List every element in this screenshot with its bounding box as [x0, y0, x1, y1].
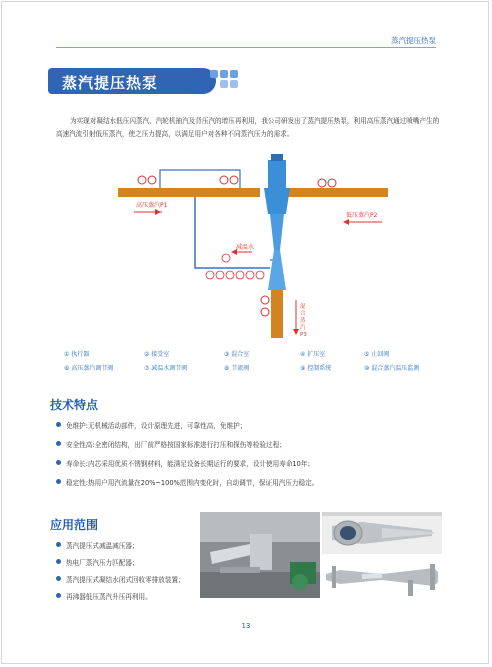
legend-row-1: [64, 349, 424, 363]
mixed-steam-pipe: [271, 290, 283, 338]
legend-item: ③ 混合室: [224, 351, 250, 358]
gauge: [261, 308, 269, 316]
process-diagram: [100, 150, 400, 340]
marker: [226, 271, 234, 279]
apps-item: 蒸汽提压式减温减压器；: [56, 540, 185, 550]
gauge: [230, 176, 238, 184]
legend-item: ② 接受室: [144, 351, 170, 358]
marker: [236, 271, 244, 279]
heat-pump-photo: [322, 556, 442, 600]
desuperheat-label: 减温水: [236, 244, 255, 251]
high-pressure-pipe: [118, 188, 260, 197]
tech-item: 稳定性:热用户用汽流量在20%~100%范围内变化时，自动调节，保证用汽压力稳定。: [56, 477, 318, 487]
tech-item: 安全性高:全密闭结构，出厂前严格按国家标准进行打压和探伤等检验过程；: [56, 439, 318, 449]
actuator-cap: [271, 154, 283, 161]
gauge: [148, 176, 156, 184]
page-title: 蒸汽提压热泵: [62, 74, 159, 92]
legend-item: ⑩ 混合蒸汽温压监测: [364, 365, 420, 372]
marker: [256, 271, 264, 279]
marker: [246, 271, 254, 279]
legend-item: ⑦ 减温水调节阀: [144, 365, 188, 372]
mixed-label-1: 混: [300, 304, 306, 310]
gauge: [138, 176, 146, 184]
mixed-label-5: P3: [300, 332, 307, 338]
mixed-label-2: 合: [300, 311, 306, 317]
marker: [206, 271, 214, 279]
apps-item: 再沸器低压蒸汽升压再利用。: [56, 591, 185, 601]
receiving-chamber: [264, 188, 290, 214]
legend-item: ⑧ 节流阀: [224, 365, 250, 372]
gauge: [220, 176, 228, 184]
apps-heading: 应用范围: [50, 518, 99, 532]
diffuser: [268, 250, 286, 290]
running-header: 蒸汽提压热泵: [391, 36, 436, 45]
mixed-label-4: 汽: [300, 325, 306, 331]
nozzle-photo: [322, 512, 442, 554]
marker: [216, 271, 224, 279]
gauge: [318, 179, 326, 187]
gauge: [328, 179, 336, 187]
tech-item: 寿命长:内芯采用优质不锈钢材料，能满足设备长期运行的要求，设计使用寿命10年；: [56, 458, 318, 468]
marker: [222, 254, 230, 262]
mixing-chamber: [270, 214, 284, 250]
intro-paragraph: 为实现对凝结水低压闪蒸汽、汽轮机抽汽及背压汽的增压再利用，我公司研发出了蒸汽提压热泵，利用高压蒸汽通过喷嘴产生的高速汽流引射低压蒸汽，使之压力提高，以满足用户对各种不同蒸汽压力的需求。: [56, 117, 440, 138]
tech-heading: 技术特点: [50, 398, 99, 412]
page-number: 13: [241, 622, 251, 630]
desuperheat-water-line: [195, 197, 270, 268]
apps-item: 热电厂蒸汽压力匹配器；: [56, 557, 185, 567]
header-rule: [56, 47, 436, 48]
low-pressure-pipe: [286, 188, 388, 197]
installation-photo: [200, 512, 320, 598]
tech-list: [56, 420, 318, 487]
actuator-housing: [268, 160, 286, 188]
tech-item: 免维护:无机械活动部件，设计原理先进，可靠性高，免维护；: [56, 420, 318, 430]
mixed-label-3: 蒸: [300, 318, 306, 324]
apps-list: [56, 540, 185, 601]
apps-item: 蒸汽提压式凝结水闭式回收零排放装置；: [56, 574, 185, 584]
legend-item: ⑤ 止回阀: [364, 351, 390, 358]
gauge: [261, 296, 269, 304]
legend-item: ⑨ 控制系统: [300, 365, 332, 372]
legend-row-2: [64, 363, 424, 377]
high-pressure-label: 高压蒸汽P1: [136, 202, 168, 209]
legend-item: ④ 扩压室: [300, 351, 326, 358]
legend-item: ⑥ 高压蒸汽调节阀: [64, 365, 114, 372]
low-pressure-label: 低压蒸汽P2: [346, 212, 378, 219]
legend-item: ① 执行器: [64, 351, 90, 358]
diagram-legend: [64, 349, 424, 377]
